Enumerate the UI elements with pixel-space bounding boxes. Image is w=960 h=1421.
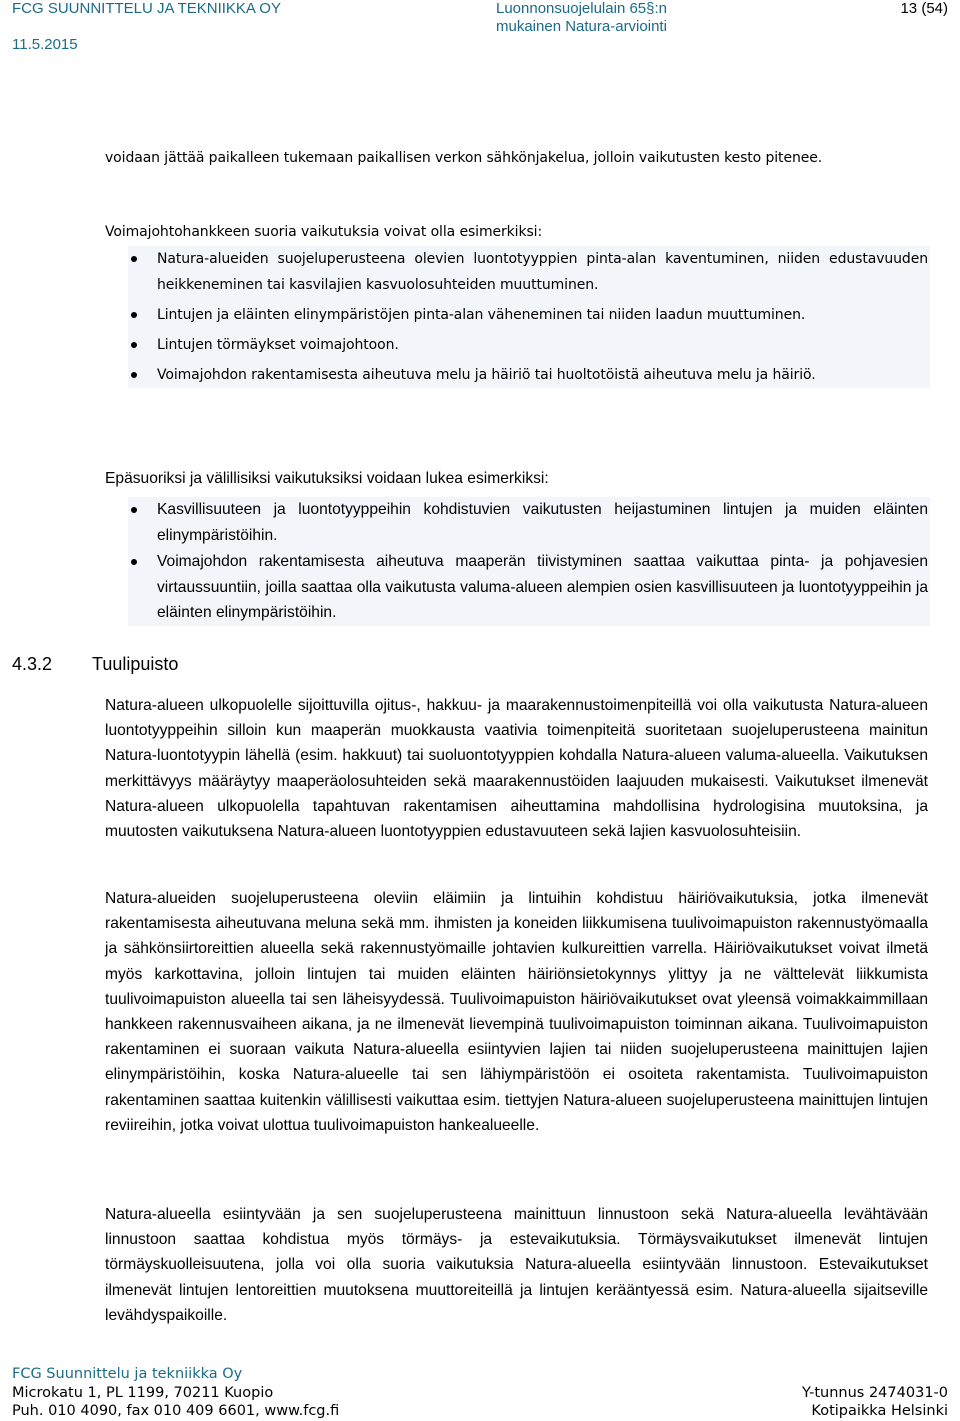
section-number: 4.3.2 (12, 654, 53, 674)
intro-paragraph: voidaan jättää paikalleen tukemaan paikallisen verkon sähkönjakelua, jolloin vaikutusten kesto pitenee. (105, 150, 823, 166)
section-title: Tuulipuisto (92, 654, 179, 674)
indirect-effects-heading: Epäsuoriksi ja välillisiksi vaikutuksiksi voidaan lukea esimerkiksi: (105, 470, 549, 487)
list-item: Kasvillisuuteen ja luontotyyppeihin kohdistuvien vaikutusten heijastuminen lintujen ja muiden eläinten elinympäristöihin. (128, 497, 930, 548)
list-item: Lintujen ja eläinten elinympäristöjen pinta-alan väheneminen tai niiden laadun muuttuminen. (128, 302, 930, 328)
indirect-effects-list (128, 497, 930, 626)
footer-contact-row (12, 1402, 948, 1420)
list-item: Voimajohdon rakentamisesta aiheutuva melu ja häiriö tai huoltotöistä aiheutuva melu ja häiriö. (128, 362, 930, 388)
direct-effects-list (128, 246, 930, 388)
list-item: Natura-alueiden suojeluperusteena olevien luontotyyppien pinta-alan kaventuminen, niiden edustavuuden heikkeneminen tai kasvilajien kasvuolosuhteiden muuttuminen. (128, 246, 930, 298)
list-item: Lintujen törmäykset voimajohtoon. (128, 332, 930, 358)
body-paragraph: Natura-alueen ulkopuolelle sijoittuvilla ojitus-, hakkuu- ja maarakennustoimenpiteillä voi olla vaikutusta Natura-alueen luontotyyppeihin silloin kun maaperän muokkausta vaativia toimenpiteitä suoritetaan suojeluperusteena mainitun Natura-luontotyypin lähellä (esim. hakkuut) tai suoluontotyyppien kohdalla Natura-alueen valuma-alueella. Vaikutuksen merkittävyys määräytyy maaperäolosuhteiden sekä maarakennustöiden laajuuden mukaisesti. Vaikutukset ilmenevät Natura-alueen ulkopuolella tapahtuvan rakentamisen aiheuttamina mahdollisina hydrologisina muutoksina, ja muutosten vaikutuksena Natura-alueen luontotyyppien edustavuuteen sekä lajien kasvuolosuhteisiin. (105, 697, 928, 841)
section-heading (12, 652, 178, 676)
header-company: FCG SUUNNITTELU JA TEKNIIKKA OY (12, 0, 281, 17)
list-item: Voimajohdon rakentamisesta aiheutuva maaperän tiivistyminen saattaa vaikuttaa pinta- ja pohjavesien virtaussuuntiin, joilla saattaa olla vaikutusta valuma-alueen alempien osien kasvillisuuteen ja luontotyyppeihin ja eläinten elinympäristöihin. (128, 549, 930, 626)
footer-address: Microkatu 1, PL 1199, 70211 Kuopio (12, 1385, 274, 1401)
body-paragraph: Natura-alueella esiintyvään ja sen suojeluperusteena mainittuun linnustoon sekä Natura-alueella levähtävään linnustoon saattaa kohdistua myös törmäys- ja estevaikutuksia. Törmäysvaikutukset ilmenevät lintujen törmäyskuolleisuutena, jolla voi olla suoria vaikutuksia Natura-alueella esiintyvään linnustoon. Estevaikutukset ilmenevät lintujen lentoreittien muutoksena muuttoreiteillä ja lintujen kerääntyessä esim. Natura-alueella sijaitseville levähdyspaikoille. (105, 1206, 928, 1324)
page-number: 13 (54) (900, 0, 948, 17)
body-paragraph: Natura-alueiden suojeluperusteena oleviin eläimiin ja lintuihin kohdistuu häiriövaikutuksia, jotka ilmenevät rakentamisesta aiheutuvana meluna sekä mm. ihmisten ja koneiden liikkumisena tuulivoimapuiston rakennustyömaalla ja sähkönsiirtoreittien alueella sekä rakennustyömaille johtavien kulkureittien varrella. Häiriövaikutukset voivat ilmetä myös karkottavina, jolloin lintujen tai muiden eläinten häiriönsietokynnys ylittyy ja ne välttelevät liikkumista tuulivoimapuiston alueella tai sen läheisyydessä. Tuulivoimapuiston häiriövaikutukset ovat yleensä voimakkaimmillaan hankkeen rakennusvaiheen aikana, ja ne ilmenevät lievempinä tuulivoimapuiston toiminnan aikana. Tuulivoimapuiston rakentaminen ei suoraan vaikuta Natura-alueella esiintyvien lajien tai niiden suojeluperusteena mainittujen lajien elinympäristöihin, koska Natura-alueelle tai sen lähiympäristöön ei osoiteta rakentamista. Tuulivoimapuiston rakentaminen saattaa kuitenkin välillisesti vaikuttaa esim. tiettyjen Natura-alueen suojeluperusteena mainittujen lintujen reviireihin, jotka voivat ulottua tuulivoimapuiston hankealueelle. (105, 890, 928, 1134)
footer-contact: Puh. 010 4090, fax 010 409 6601, www.fcg.fi (12, 1403, 340, 1419)
footer-address-row (12, 1384, 948, 1402)
footer-company: FCG Suunnittelu ja tekniikka Oy (12, 1366, 243, 1382)
header-title-line2: mukainen Natura-arviointi (496, 18, 667, 35)
footer-domicile: Kotipaikka Helsinki (811, 1403, 948, 1419)
header-date: 11.5.2015 (12, 36, 78, 53)
direct-effects-heading: Voimajohtohankkeen suoria vaikutuksia voivat olla esimerkiksi: (105, 224, 543, 240)
header-title-line1: Luonnonsuojelulain 65§:n (496, 0, 667, 17)
footer-business-id: Y-tunnus 2474031-0 (801, 1385, 948, 1401)
